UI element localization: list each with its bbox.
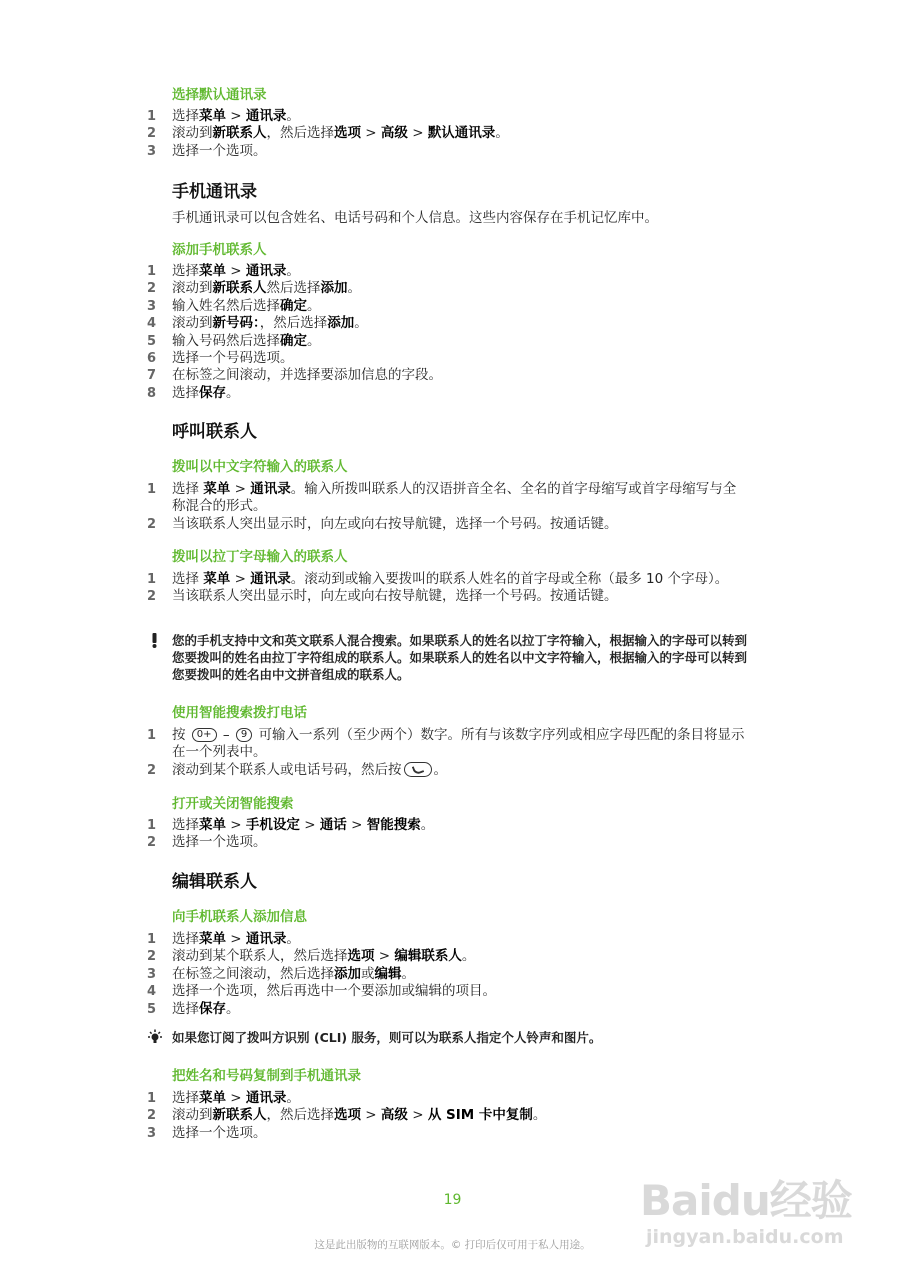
page-number: 19 [443, 1192, 462, 1208]
step-item: 2 滚动到某个联系人或电话号码，然后按 。 [147, 761, 447, 778]
step-number: 2 [147, 281, 157, 297]
watermark-sub: jingyan.baidu.com [646, 1226, 844, 1248]
step-number: 2 [147, 516, 157, 532]
subheading: 使用智能搜索拨打电话 [172, 705, 307, 721]
subheading: 选择默认通讯录 [172, 87, 267, 103]
step-item: 6 选择一个号码选项。 [147, 350, 294, 367]
step-number: 1 [147, 109, 157, 124]
step-number: 7 [147, 368, 157, 384]
section-smart-search-dial [147, 704, 747, 779]
section-call-chinese [147, 458, 747, 533]
step-item: 1 选择菜单 > 通讯录。 [147, 263, 300, 279]
step-item: 3 选择一个选项。 [147, 1124, 267, 1141]
intro-paragraph: 手机通讯录可以包含姓名、电话号码和个人信息。这些内容保存在手机记忆库中。 [172, 210, 658, 226]
step-number: 4 [147, 316, 157, 332]
step-item: 1 选择菜单 > 通讯录。 [147, 108, 300, 124]
step-number: 2 [147, 126, 157, 142]
step-list [147, 727, 747, 779]
section-heading: 编辑联系人 [172, 872, 257, 892]
step-number: 1 [147, 932, 157, 947]
tip [147, 1029, 747, 1046]
step-item: 1 选择菜单 > 手机设定 > 通话 > 智能搜索。 [147, 817, 435, 833]
baidu-watermark-logo [640, 1148, 890, 1268]
step-item: 2 滚动到新联系人然后选择添加。 [147, 280, 361, 297]
watermark-main: Baidu经验 [640, 1176, 852, 1225]
step-item: 3 输入姓名然后选择确定。 [147, 297, 321, 314]
step-list [147, 571, 747, 606]
step-number: 2 [147, 835, 157, 851]
step-item: 1 选择菜单 > 通讯录。 [147, 1090, 300, 1106]
subheading: 向手机联系人添加信息 [172, 909, 307, 925]
exclamation-icon [147, 632, 163, 648]
step-item: 5 选择保存。 [147, 1000, 240, 1017]
section-add-info [147, 908, 747, 1018]
tip-block [147, 1029, 747, 1046]
nine-key-icon: 9 [236, 728, 252, 742]
section-heading: 呼叫联系人 [172, 422, 257, 442]
step-item: 2 当该联系人突出显示时，向左或向右按导航键，选择一个号码。按通话键。 [147, 588, 618, 605]
subheading: 打开或关闭智能搜索 [172, 796, 294, 812]
step-number: 3 [147, 1125, 157, 1141]
section-copy-to-phone [147, 1067, 747, 1142]
step-list [147, 1090, 747, 1142]
section-call-latin [147, 548, 747, 606]
step-number: 3 [147, 966, 157, 982]
step-item: 1 选择菜单 > 通讯录。 [147, 931, 300, 947]
step-item: 7 在标签之间滚动，并选择要添加信息的字段。 [147, 367, 442, 384]
step-number: 1 [147, 572, 157, 587]
step-item: 3 在标签之间滚动，然后选择添加或编辑。 [147, 965, 415, 982]
step-number: 5 [147, 1001, 157, 1017]
step-item: 2 滚动到新联系人，然后选择选项 > 高级 > 默认通讯录。 [147, 125, 509, 142]
tip-text: 如果您订阅了拨叫方识别 (CLI) 服务，则可以为联系人指定个人铃声和图片。 [172, 1030, 602, 1045]
step-number: 2 [147, 589, 157, 605]
step-list [147, 931, 747, 1018]
step-item: 2 当该联系人突出显示时，向左或向右按导航键，选择一个号码。按通话键。 [147, 515, 618, 532]
note-block [147, 632, 747, 683]
step-number: 2 [147, 949, 157, 965]
step-number: 1 [147, 1091, 157, 1106]
step-item: 2 选择一个选项。 [147, 834, 267, 851]
step-number: 1 [147, 482, 157, 497]
step-list [147, 108, 747, 160]
step-number: 8 [147, 385, 157, 401]
step-item: 8 选择保存。 [147, 384, 240, 401]
note [147, 632, 747, 683]
step-item: 2 滚动到某个联系人，然后选择选项 > 编辑联系人。 [147, 948, 476, 965]
section-call-contacts [147, 421, 747, 443]
section-toggle-smart-search [147, 795, 747, 852]
step-list [147, 263, 747, 402]
subheading: 把姓名和号码复制到手机通讯录 [172, 1068, 361, 1084]
step-number: 3 [147, 298, 157, 314]
section-edit-contacts [147, 871, 747, 893]
zero-key-icon: 0+ [192, 728, 217, 742]
step-item: 3 选择一个选项。 [147, 142, 267, 159]
section-phone-contacts [147, 181, 747, 227]
step-item: 5 输入号码然后选择确定。 [147, 332, 321, 349]
footer-note: 这是此出版物的互联网版本。© 打印后仅可用于私人用途。 [314, 1239, 591, 1251]
step-item: 4 滚动到新号码：，然后选择添加。 [147, 315, 368, 332]
step-number: 3 [147, 143, 157, 159]
note-text: 您的手机支持中文和英文联系人混合搜索。如果联系人的姓名以拉丁字符输入，根据输入的字母可以转到您要拨叫的姓名由拉丁字符组成的联系人。如果联系人的姓名以中文字符输入，根据输入的字母可以转到您要拨叫的姓名由中文拼音组成的联系人。 [172, 633, 748, 682]
step-item: 2 滚动到新联系人，然后选择选项 > 高级 > 从 SIM 卡中复制。 [147, 1107, 547, 1124]
step-number: 5 [147, 333, 157, 349]
subheading: 拨叫以拉丁字母输入的联系人 [172, 549, 348, 565]
step-number: 1 [147, 264, 157, 279]
step-number: 6 [147, 351, 157, 367]
step-number: 2 [147, 1108, 157, 1124]
call-key-icon [404, 762, 432, 777]
step-item: 1 按 0+ – 9 可输入一系列（至少两个）数字。所有与该数字序列或相应字母匹配的条目将显示在一个列表中。 [147, 727, 745, 761]
section-heading: 手机通讯录 [172, 182, 257, 202]
lightbulb-icon [147, 1029, 163, 1045]
step-item: 1 选择 菜单 > 通讯录。输入所拨叫联系人的汉语拼音全名、全名的首字母缩写或首字母缩写与全称混合的形式。 [147, 481, 737, 515]
step-number: 1 [147, 818, 157, 833]
step-list [147, 481, 747, 533]
subheading: 拨叫以中文字符输入的联系人 [172, 459, 348, 475]
step-number: 4 [147, 984, 157, 1000]
step-item: 1 选择 菜单 > 通讯录。滚动到或输入要拨叫的联系人姓名的首字母或全称（最多 10 个字母）。 [147, 571, 729, 587]
step-list [147, 817, 747, 852]
step-item: 4 选择一个选项，然后再选中一个要添加或编辑的项目。 [147, 983, 496, 1000]
subheading: 添加手机联系人 [172, 242, 267, 258]
section-add-phone-contact [147, 241, 747, 402]
section-select-default-contacts [147, 86, 747, 160]
